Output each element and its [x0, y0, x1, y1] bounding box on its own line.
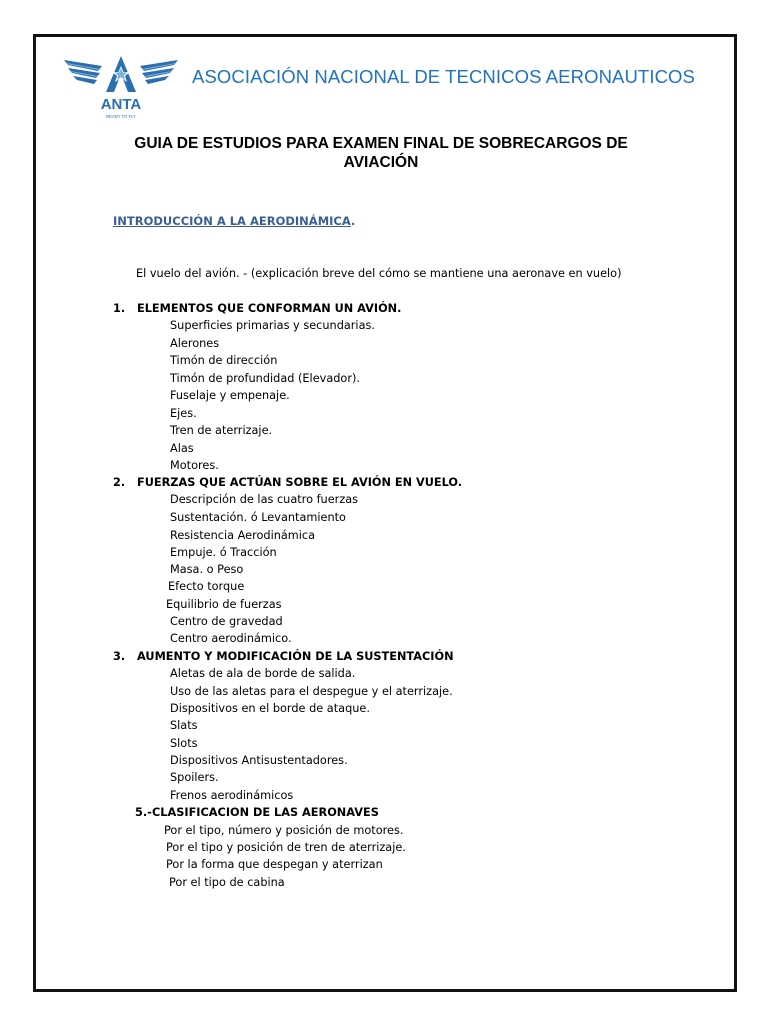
- list-item: Dispositivos Antisustentadores.: [170, 754, 348, 767]
- logo-tagline: READY TO FLY: [106, 114, 136, 119]
- list-item: Timón de dirección: [170, 354, 278, 367]
- list-item: Por el tipo y posición de tren de aterrizaje.: [166, 841, 406, 854]
- list-item: Por la forma que despegan y aterrizan: [166, 858, 383, 871]
- list-item: Frenos aerodinámicos: [170, 789, 294, 802]
- list-item: Dispositivos en el borde de ataque.: [170, 702, 370, 715]
- title-line-2: AVIACIÓN: [343, 154, 419, 171]
- list-item: Centro aerodinámico.: [170, 632, 292, 645]
- list-item: Slats: [170, 719, 198, 732]
- section-heading-text: INTRODUCCIÓN A LA AERODINÁMICA: [113, 214, 351, 228]
- item-1-number: 1.: [113, 302, 126, 315]
- document-title: [100, 134, 662, 172]
- list-item: Equilibrio de fuerzas: [166, 598, 282, 611]
- list-item: Slots: [170, 737, 198, 750]
- list-item: Timón de profundidad (Elevador).: [170, 371, 360, 385]
- list-item: Motores.: [170, 459, 219, 472]
- list-item: Por el tipo, número y posición de motores.: [164, 824, 404, 837]
- item-3-heading: AUMENTO Y MODIFICACIÓN DE LA SUSTENTACIÓN: [137, 650, 454, 663]
- section-heading-suffix: .: [350, 214, 356, 228]
- item-1-heading: ELEMENTOS QUE CONFORMAN UN AVIÓN.: [137, 302, 402, 315]
- list-item: Ejes.: [170, 406, 197, 420]
- logo-text: ANTA: [100, 96, 142, 113]
- list-item: Alerones: [170, 336, 220, 350]
- item-2-number: 2.: [113, 476, 126, 489]
- list-item: Masa. o Peso: [170, 563, 244, 576]
- intro-text: El vuelo del avión. - (explicación breve del cómo se mantiene una aeronave en vuelo): [136, 267, 622, 280]
- item-2-heading: FUERZAS QUE ACTÚAN SOBRE EL AVIÓN EN VUELO.: [137, 476, 463, 489]
- item-5-heading: CLASIFICACION DE LAS AERONAVES: [152, 806, 379, 819]
- list-item: Centro de gravedad: [170, 615, 283, 628]
- list-item: Fuselaje y empenaje.: [170, 389, 290, 402]
- list-item: Descripción de las cuatro fuerzas: [170, 493, 359, 506]
- list-item: Superficies primarias y secundarias.: [170, 319, 375, 332]
- list-item: Efecto torque: [168, 580, 245, 593]
- list-item: Aletas de ala de borde de salida.: [170, 667, 356, 680]
- list-item: Resistencia Aerodinámica: [170, 528, 316, 542]
- organization-name: ASOCIACIÓN NACIONAL DE TECNICOS AERONAUTICOS: [192, 66, 695, 87]
- list-item: Spoilers.: [170, 771, 219, 784]
- item-3-number: 3.: [113, 650, 126, 663]
- anta-logo: [62, 52, 180, 122]
- item-5-number: 5.-: [135, 806, 152, 819]
- list-item: Sustentación. ó Levantamiento: [170, 511, 346, 524]
- list-item: Uso de las aletas para el despegue y el aterrizaje.: [170, 685, 453, 698]
- title-line-1: GUIA DE ESTUDIOS PARA EXAMEN FINAL DE SOBRECARGOS DE: [134, 135, 628, 152]
- list-item: Empuje. ó Tracción: [170, 545, 277, 559]
- section-heading: [113, 214, 355, 228]
- list-item: Tren de aterrizaje.: [170, 424, 273, 437]
- list-item: Por el tipo de cabina: [169, 876, 285, 889]
- list-item: Alas: [170, 441, 194, 455]
